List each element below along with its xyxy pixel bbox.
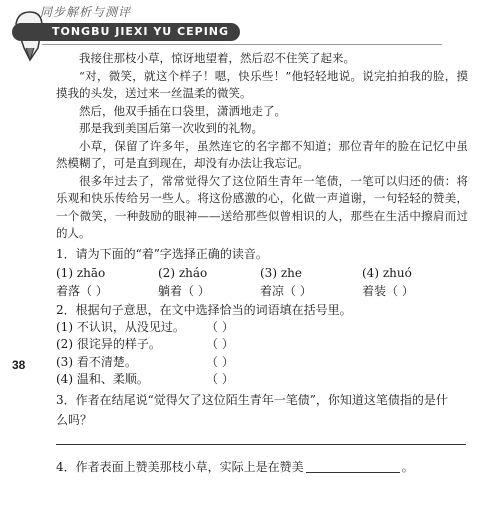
q3-answer-line[interactable]: [56, 444, 466, 445]
page-number: 38: [12, 358, 26, 372]
q1-pronunciation-options: [56, 265, 468, 281]
q2-definition: (2) 很诧异的样子。: [56, 337, 161, 351]
series-pinyin-title: TONGBU JIEXI YU CEPING: [52, 25, 230, 38]
question-3-line-1: 3．作者在结尾说“觉得欠了这位陌生青年一笔债”，你知道这笔债指的是什: [56, 392, 448, 407]
passage-paragraph: 很多年过去了，常常觉得欠了这位陌生青年一笔债，一笔可以归还的债：将乐观和快乐传给另一些人。将这份感激的心，化做一声道谢，一句轻轻的赞美，一个微笑，一种鼓励的眼神——送给那些似曾相识的人，那些在生活中擦肩而过的人。: [56, 173, 468, 240]
passage-paragraph: 那是我到美国后第一次收到的礼物。: [79, 121, 263, 135]
q1-answer-blank[interactable]: 着凉（ ）: [260, 283, 312, 298]
q2-definition-row: [56, 336, 468, 354]
q2-definition-row: [56, 371, 468, 389]
q1-option: (4) zhuó: [362, 265, 412, 280]
q2-definition-row: [56, 354, 468, 372]
q4-answer-blank[interactable]: [306, 472, 400, 473]
q1-answer-blank[interactable]: 着装（ ）: [362, 283, 414, 298]
question-2: 2．根据句子意思，在文中选择恰当的词语填在括号里。: [56, 302, 352, 317]
q2-answer-blank[interactable]: （ ）: [206, 354, 234, 369]
main-content: [56, 50, 468, 429]
question-4-end: 。: [401, 460, 414, 474]
q1-option: (3) zhe: [260, 265, 302, 280]
q2-definition: (3) 看不清楚。: [56, 354, 137, 369]
q2-definition-row: [56, 319, 468, 337]
q2-definition: (1) 不认识，从没见过。: [56, 319, 185, 334]
header-divider: [42, 44, 442, 45]
passage-paragraph: 我接住那枝小草，惊讶地望着，然后忍不住笑了起来。: [79, 51, 355, 65]
q1-answer-blank[interactable]: 躺着（ ）: [158, 283, 210, 298]
q2-answer-blank[interactable]: （ ）: [206, 319, 234, 334]
q2-definition: (4) 温和、柔顺。: [56, 372, 149, 386]
question-4-text: 4．作者表面上赞美那枝小草，实际上是在赞美: [56, 460, 304, 474]
question-1: 1．请为下面的“着”字选择正确的读音。: [56, 246, 268, 261]
q1-option: (2) zháo: [158, 265, 208, 280]
q1-option: (1) zhāo: [56, 265, 106, 280]
q1-answer-items: [56, 283, 468, 299]
passage-paragraph: “对，微笑，就这个样子！嗯，快乐些！”他轻轻地说。说完拍拍我的脸，摸摸我的头发，送过来一丝温柔的微笑。: [56, 68, 468, 100]
q2-answer-blank[interactable]: （ ）: [206, 372, 234, 386]
q2-answer-blank[interactable]: （ ）: [206, 337, 234, 351]
q1-answer-blank[interactable]: 着落（ ）: [56, 283, 108, 298]
question-3-line-2: 么吗？: [56, 412, 93, 427]
question-4: [56, 458, 414, 475]
series-script-title: 同步解析与测评: [40, 5, 132, 19]
passage-paragraph: 小草，保留了许多年，虽然连它的名字都不知道；那位青年的脸在记忆中虽然模糊了，可是直到现在，却没有办法让我忘记。: [56, 138, 468, 170]
passage-paragraph: 然后，他双手插在口袋里，潇洒地走了。: [79, 103, 286, 118]
